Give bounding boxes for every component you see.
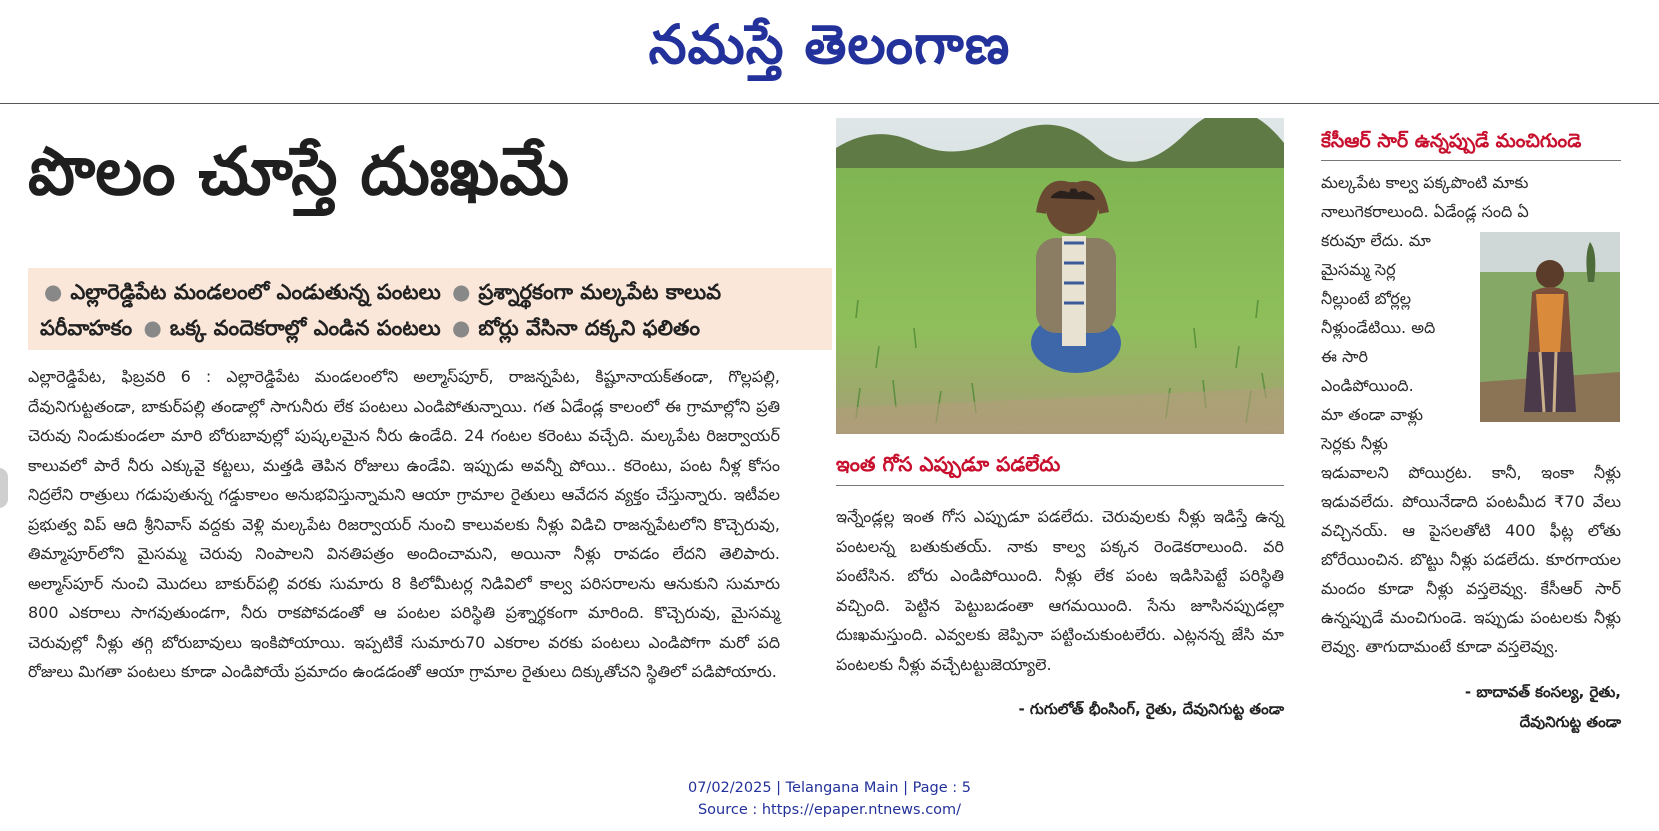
masthead-divider	[0, 103, 1659, 104]
sidebar-line: సెర్లకు నీళ్లు	[1321, 434, 1388, 453]
sidebar-byline	[1321, 677, 1621, 737]
sidebar-line: నాలుగెకరాలుంది. ఏడేండ్ల సంది ఏ	[1321, 202, 1529, 221]
footer-edition: 07/02/2025 | Telangana Main | Page : 5	[687, 780, 972, 796]
sidebar-byline-name: - బాదావత్ కంసల్య, రైతు,	[1464, 683, 1621, 701]
deck-line-1	[40, 274, 820, 310]
page-footer	[0, 777, 1659, 821]
footer-source[interactable]: Source : https://epaper.ntnews.com/	[697, 802, 962, 818]
quote-divider	[836, 485, 1284, 486]
deck-item: ప్రశ్నార్థకంగా మల్కపేట కాలువ	[478, 280, 722, 304]
sidebar-heading: కేసీఆర్ సార్ ఉన్నప్పుడే మంచిగుండె	[1321, 130, 1582, 152]
sidebar-divider	[1321, 160, 1621, 161]
sidebar-line: నీళ్లుండేటియి. అది	[1321, 318, 1436, 337]
quote-body: ఇన్నేండ్లల్ల ఇంత గోస ఎప్పుడూ పడలేదు. చెరువులకు నీళ్లు ఇడిస్తే ఉన్న పంటలన్న బతుకుతయ్. నాకు కాల్వ పక్కన రెండెకరాలుంది. వరి పంటేసిన. బోరు ఎండిపోయింది. నీళ్లు లేక పంట ఇడిసిపెట్టే పరిస్థితి వచ్చింది. పెట్టిన పెట్టుబడంతా ఆగమయింది. సేను జూసినప్పుడల్లా దుఃఖమస్తుంది. ఎవ్వలకు జెప్పినా పట్టించుకుంటలేరు. ఎట్లనన్న జేసి మా పంటలకు నీళ్లు వచ్చేటట్టుజెయ్యాలె.	[836, 507, 1284, 674]
page-nav-handle[interactable]	[0, 468, 8, 508]
bullet-icon: ●	[143, 316, 162, 340]
deck-item: పరీవాహకం	[40, 316, 133, 340]
masthead	[0, 0, 1659, 92]
woman-farmer-photo	[1480, 232, 1620, 422]
sidebar-line: మైసమ్మ సెర్ల	[1321, 260, 1396, 279]
sidebar-line: ఈ సారి	[1321, 347, 1368, 366]
quote-byline: - గుగులోత్ భీంసింగ్, రైతు, దేవునిగుట్ట తండా	[1018, 700, 1284, 718]
deck-item: బోర్లు వేసినా దక్కని ఫలితం	[478, 316, 700, 340]
quote-heading: ఇంత గోస ఎప్పుడూ పడలేదు	[836, 452, 1061, 476]
bullet-icon: ●	[452, 316, 471, 340]
deck-item: ఎల్లారెడ్డిపేట మండలంలో ఎండుతున్న పంటలు	[70, 280, 441, 304]
sidebar-byline-place: దేవునిగుట్ట తండా	[1519, 713, 1621, 731]
sidebar-line: నీల్లుంటే బోర్లల్ల	[1321, 289, 1412, 308]
sidebar-line: కరువూ లేదు. మా	[1321, 231, 1431, 250]
sidebar-line: మల్కపేట కాల్వ పక్కపొంటి మాకు	[1321, 173, 1529, 192]
article-headline: పొలం చూస్తే దుఃఖమే	[28, 133, 570, 210]
sidebar-body-rest: ఇడువాలని పోయిర్రట. కానీ, ఇంకా నీళ్లు ఇడువలేదు. పోయినేడాది పంటమీద ₹70 వేలు వచ్చినయ్. ఆ పైసలతోటి 400 ఫీట్ల లోతు బోరేయించిన. బొట్టు నీళ్లు పడలేదు. కూరగాయల మందం కూడా నీళ్లు వస్తలెవ్వు. కేసీఆర్ సార్ ఉన్నప్పుడే మంచిగుండె. ఇప్పుడు పంటలకు నీళ్లు లెవ్వు. తాగుదామంటే కూడా వస్తలెవ్వు.	[1321, 463, 1621, 656]
deck-item: ఒక్క వందెకరాల్లో ఎండిన పంటలు	[169, 316, 441, 340]
bullet-icon: ●	[44, 280, 63, 304]
sidebar-line: ఎండిపోయింది.	[1321, 376, 1414, 395]
newspaper-logo: నమస్తే తెలంగాణ	[648, 12, 1011, 76]
article-deck	[28, 268, 832, 350]
deck-line-2	[40, 310, 820, 346]
sidebar-line: మా తండా వాళ్లు	[1321, 405, 1423, 424]
farmer-field-photo	[836, 118, 1284, 434]
bullet-icon: ●	[452, 280, 471, 304]
article-body: ఎల్లారెడ్డిపేట, ఫిబ్రవరి 6 : ఎల్లారెడ్డిపేట మండలంలోని అల్మాస్‌పూర్, రాజన్నపేట, కిష్టూనాయక్‌తండా, గొల్లపల్లి, దేవునిగుట్టతండా, బాకుర్‌పల్లి తండాల్లో సాగునీరు లేక పంటలు ఎండిపోతున్నాయి. గత ఏడేండ్ల కాలంలో ఈ గ్రామాల్లోని ప్రతి చెరువు నిండుకుండలా మారి బోరుబావుల్లో పుష్కలమైన నీరు ఉండేది. 24 గంటల కరెంటు వచ్చేది. మల్కపేట రిజర్వాయర్ కాలువలో పారే నీరు ఎక్కువై కట్టలు, మత్తడి తెపిన రోజులు ఉండేవి. ఇప్పుడు అవన్నీ పోయి.. కరెంటు, పంట నీళ్ల కోసం నిద్రలేని రాత్రులు గడుపుతున్న గడ్డుకాలం అనుభవిస్తున్నామని ఆయా గ్రామాల రైతులు ఆవేదన వ్యక్తం చేస్తున్నారు. ఇటీవల ప్రభుత్వ విప్ ఆది శ్రీనివాస్ వద్దకు వెళ్లి మల్కపేట రిజర్వాయర్ నుంచి కాలువలకు నీళ్లు విడిచి రాజన్నపేటలోని కొచ్చెరువు, తిమ్మాపూర్‌లోని మైసమ్మ చెరువు నింపాలని వినతిపత్రం అందించామని, అయినా నీళ్లు రావడం లేదని తెలిపారు. అల్మాస్‌పూర్ నుంచి మొదలు బాకుర్‌పల్లి వరకు సుమారు 8 కిలోమీటర్ల నిడివిలో కాల్వ పరిసరాలను ఆనుకుని సుమారు 800 ఎకరాలు సాగవుతుండగా, నీరు రాకపోవడంతో ఆ పంటల పరిస్థితి ప్రశ్నార్థకంగా మారింది. కొచ్చెరువు, మైసమ్మ చెరువుల్లో నీళ్లు తగ్గి బోరుబావులు ఇంకిపోయాయి. ఇప్పటికే సుమారు70 ఎకరాల వరకు పంటలు ఎండిపోగా మరో పది రోజులు మిగతా పంటలు కూడా ఎండిపోయే ప్రమాదం ఉండడంతో ఆయా గ్రామాల రైతులు దిక్కుతోచని స్థితిలో పడిపోయారు.	[28, 367, 780, 681]
